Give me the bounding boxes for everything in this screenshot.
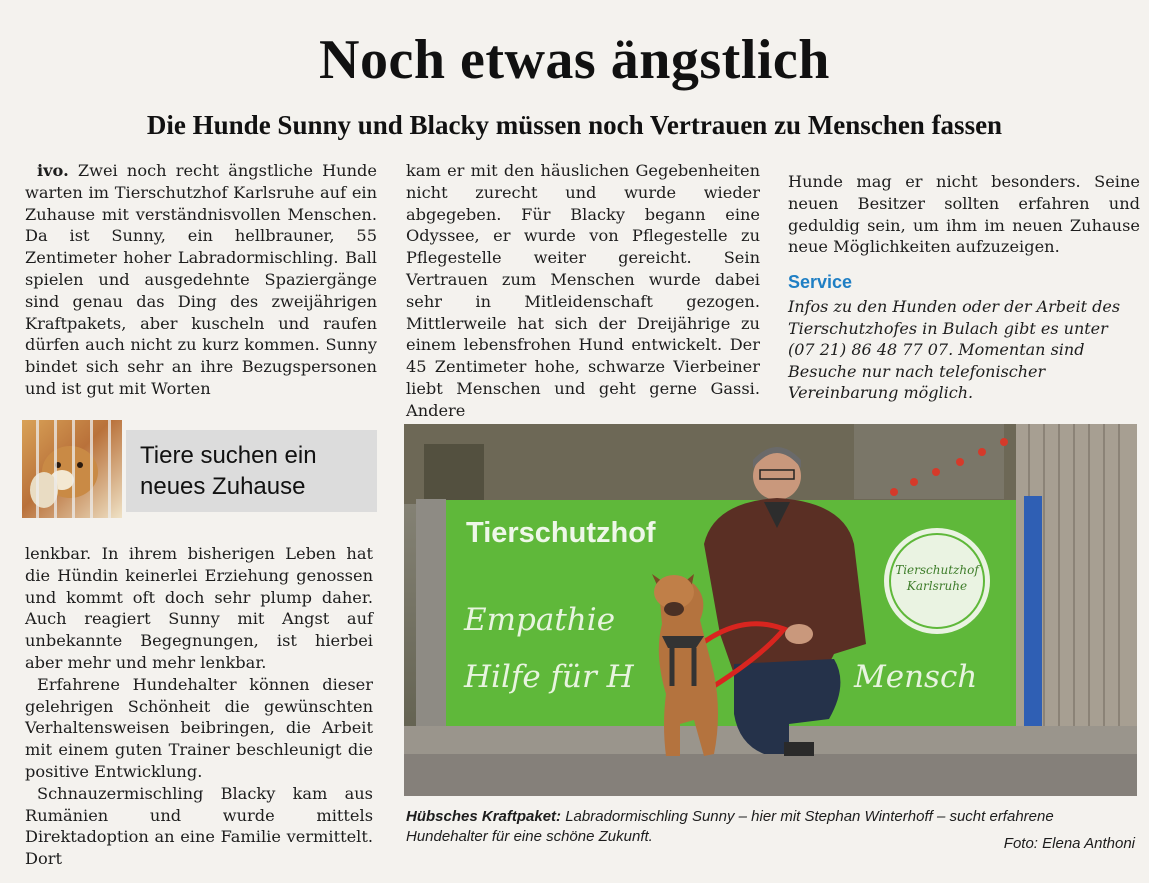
column-3	[788, 171, 1140, 258]
column-1-top	[25, 160, 377, 400]
paragraph	[25, 160, 377, 400]
banner-line-2: Hilfe für H	[464, 659, 634, 695]
caption-text: Labradormischling Sunny – hier mit Stephan Winterhoff – sucht erfahrene Hundehalter für eine schöne Zukunft.	[406, 808, 1054, 845]
article-photo	[404, 424, 1137, 796]
author-kicker: ivo.	[37, 161, 69, 180]
column-2	[406, 160, 760, 422]
photo-credit: Foto: Elena Anthoni	[1003, 835, 1135, 852]
banner-title: Tierschutzhof	[466, 517, 656, 549]
paragraph: Hunde mag er nicht besonders. Seine neuen Besitzer sollten erfahren und geduldig sein, um ihm im neuen Zuhause neue Möglichkeiten aufzuzeigen.	[788, 172, 1140, 257]
service-heading: Service	[788, 272, 853, 292]
headline: Noch etwas ängstlich	[319, 29, 830, 91]
photo-illustration	[404, 424, 1137, 796]
teaser-box[interactable]	[22, 420, 377, 518]
banner-line-1: Empathie	[464, 602, 616, 638]
teaser-label: Tiere suchen ein neues Zuhause	[140, 442, 317, 500]
paragraph: Schnauzermischling Blacky kam aus Rumänien und wurde mittels Direktadoption an eine Familie vermittelt. Dort	[25, 783, 373, 869]
teaser-label-box	[126, 430, 377, 512]
logo-text-1: Tierschutzhof	[895, 563, 979, 577]
paragraph-text: Zwei noch recht ängstliche Hunde warten im Tierschutzhof Karlsruhe auf ein Zuhause mit verständnisvollen Menschen. Da ist Sunny, ein hellbrauner, 55 Zentimeter hoher Labradormischling. Ball spielen und ausgedehnte Spaziergänge sind genau das Ding des zweijährigen Kraftpakets, aber kuscheln und raufen dürfen auch nicht zu kurz kommen. Sunny bindet sich sehr an ihre Bezugspersonen und ist gut mit Worten	[25, 161, 377, 398]
subheadline: Die Hunde Sunny und Blacky müssen noch Vertrauen zu Menschen fassen	[146, 110, 1003, 140]
banner-line-3: Mensch	[854, 659, 978, 695]
service-text: Infos zu den Hunden oder der Arbeit des Tierschutzhofes in Bulach gibt es unter (07 21) 86 48 77 07. Momentan sind Besuche nur nach telefonischer Vereinbarung möglich.	[788, 297, 1121, 402]
paragraph: Erfahrene Hundehalter können dieser gelehrigen Schönheit die gewünschten Verhaltensweisen beibringen, die Arbeit mit einem guten Trainer beschleunigt die positive Entwicklung.	[25, 674, 373, 781]
teaser-dog-thumbnail	[22, 420, 122, 518]
column-1-bottom	[25, 543, 373, 870]
paragraph: kam er mit den häuslichen Gegebenheiten nicht zurecht und wurde wieder abgegeben. Für Blacky begann eine Odyssee, er wurde von Pflegestelle zu Pflegestelle weiter gereicht. Sein Vertrauen zum Menschen wurde dabei sehr in Mitleidenschaft gezogen. Mittlerweile hat sich der Dreijährige zu einem lebensfrohen Hund entwickelt. Der 45 Zentimeter hohe, schwarze Vierbeiner liebt Menschen und geht gerne Gassi. Andere	[406, 161, 760, 420]
caption-lead: Hübsches Kraftpaket:	[406, 808, 562, 825]
paragraph: lenkbar. In ihrem bisherigen Leben hat die Hündin keinerlei Erziehung genossen und kommt oft doch sehr plump daher. Auch reagiert Sunny mit Angst auf unbekannte Begegnungen, ist hierbei aber mehr und mehr lenkbar.	[25, 544, 373, 672]
logo-text-2: Karlsruhe	[906, 579, 968, 593]
